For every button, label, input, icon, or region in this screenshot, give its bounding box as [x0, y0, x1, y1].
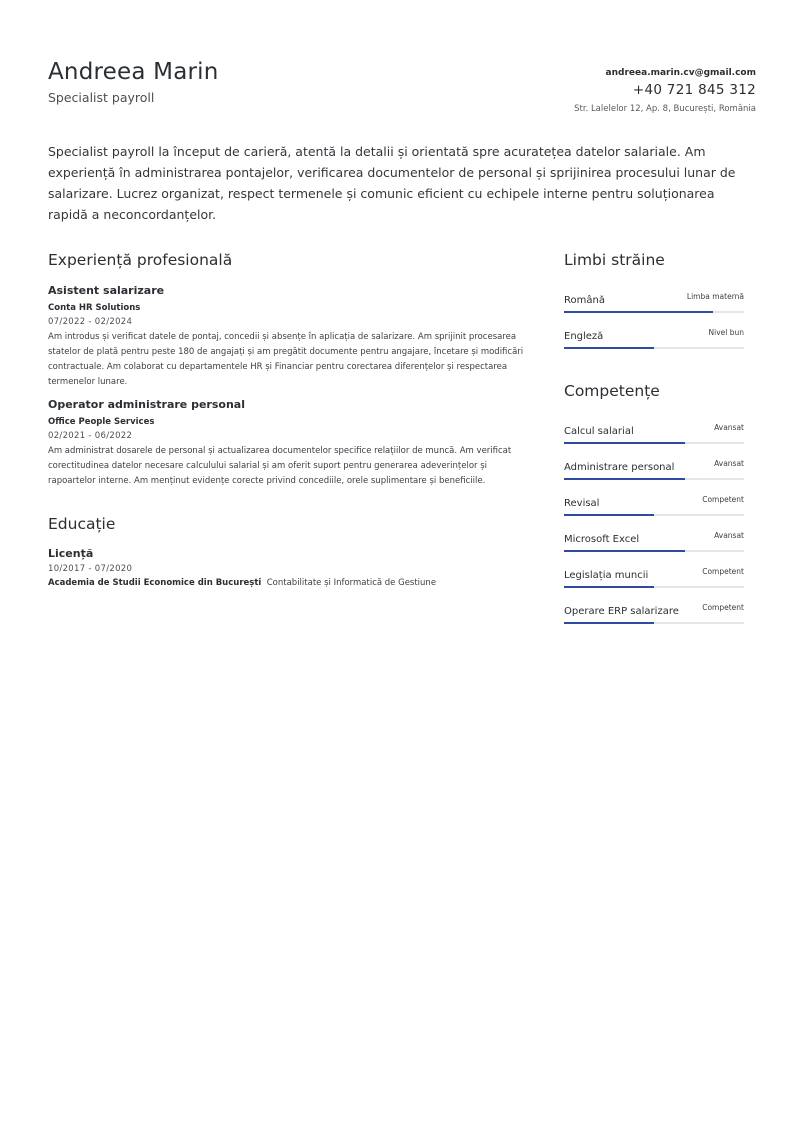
- job-dates: 02/2021 - 06/2022: [48, 431, 133, 441]
- resume-header: [48, 0, 756, 130]
- languages-list: [564, 278, 744, 350]
- education-degree: Licență: [48, 547, 94, 560]
- skill-name: Operare ERP salarizare: [564, 606, 679, 617]
- level-bar-track: [564, 311, 744, 313]
- experience-section: [48, 248, 526, 489]
- skill-level: Competent: [702, 495, 744, 504]
- skills-list: [564, 409, 744, 625]
- skill-name: Engleză: [564, 331, 604, 342]
- level-bar-fill: [564, 622, 654, 624]
- contact-info: [574, 66, 756, 116]
- languages-section: [564, 248, 744, 350]
- level-bar-track: [564, 586, 744, 588]
- level-bar-fill: [564, 478, 685, 480]
- skill-name: Legislația muncii: [564, 570, 649, 581]
- contact-address: Str. Lalelelor 12, Ap. 8, București, România: [574, 104, 756, 114]
- skills-heading: Competențe: [564, 382, 660, 400]
- job-dates: 07/2022 - 02/2024: [48, 317, 133, 327]
- education-item: [48, 546, 526, 590]
- level-bar-track: [564, 622, 744, 624]
- skills-section: [564, 379, 744, 625]
- skill-level: Limba maternă: [686, 292, 744, 301]
- job-company: Office People Services: [48, 417, 155, 427]
- job-description: Am administrat dosarele de personal și actualizarea documentelor specifice relațiilor de muncă. Am verificat corectitudinea datelor necesare calculului salarial și am oferit suport pentru generarea adeverințelor și rapoartelor interne. Am menținut evidențe corecte privind concediile, orele suplimentare și beneficiile.: [48, 446, 512, 486]
- skill-item: [564, 517, 744, 553]
- skill-item: [564, 589, 744, 625]
- skill-item: [564, 445, 744, 481]
- education-heading: Educație: [48, 515, 116, 533]
- skill-level: Competent: [702, 603, 744, 612]
- level-bar-track: [564, 347, 744, 349]
- level-bar-fill: [564, 514, 654, 516]
- skill-level: Avansat: [714, 459, 744, 468]
- language-item: [564, 278, 744, 314]
- experience-item: [48, 283, 526, 390]
- contact-phone: +40 721 845 312: [632, 82, 756, 98]
- skill-level: Avansat: [714, 531, 744, 540]
- skill-name: Revisal: [564, 498, 600, 509]
- skill-item: [564, 409, 744, 445]
- skill-item: [564, 553, 744, 589]
- job-company: Conta HR Solutions: [48, 303, 141, 313]
- languages-heading: Limbi străine: [564, 251, 665, 269]
- level-bar-fill: [564, 311, 713, 313]
- level-bar-track: [564, 514, 744, 516]
- sidebar-column: [564, 248, 744, 625]
- level-bar-fill: [564, 442, 685, 444]
- main-column: [48, 248, 526, 590]
- level-bar-track: [564, 550, 744, 552]
- skill-level: Nivel bun: [708, 328, 744, 337]
- level-bar-fill: [564, 550, 685, 552]
- job-title: Operator administrare personal: [48, 398, 245, 411]
- job-description: Am introdus și verificat datele de pontaj, concedii și absențe în aplicația de salarizare. Am sprijinit procesarea statelor de plată pentru peste 180 de angajați și am pregătit documente pentru angajare, încetare și modificări contractuale. Am colaborat cu departamentele HR și Financiar pentru corectarea diferențelor și respectarea termenelor lunare.: [48, 332, 524, 387]
- job-title: Asistent salarizare: [48, 284, 165, 297]
- resume-page: [48, 0, 756, 617]
- skill-name: Administrare personal: [564, 462, 675, 473]
- candidate-name: Andreea Marin: [48, 59, 219, 85]
- level-bar-fill: [564, 347, 654, 349]
- skill-name: Calcul salarial: [564, 426, 634, 437]
- skill-level: Avansat: [714, 423, 744, 432]
- education-dates: 10/2017 - 07/2020: [48, 564, 133, 574]
- experience-heading: Experiență profesională: [48, 251, 233, 269]
- skill-item: [564, 481, 744, 517]
- language-item: [564, 314, 744, 350]
- level-bar-track: [564, 478, 744, 480]
- education-section: [48, 512, 526, 590]
- education-institution: Academia de Studii Economice din București: [48, 578, 262, 588]
- experience-item: [48, 397, 526, 489]
- skill-name: Română: [564, 295, 605, 306]
- skill-level: Competent: [702, 567, 744, 576]
- profile-summary: Specialist payroll la început de carieră, atentă la detalii și orientată spre acuratețea datelor salariale. Am experiență în administrarea pontajelor, verificarea documentelor de personal și sprijinirea procesului lunar de salarizare. Lucrez organizat, respect termenele și comunic eficient cu echipele interne pentru soluționarea rapidă a neconcordanțelor.: [48, 144, 736, 222]
- contact-email: andreea.marin.cv@gmail.com: [605, 68, 756, 78]
- candidate-title: Specialist payroll: [48, 90, 155, 105]
- education-field: Contabilitate și Informatică de Gestiune: [266, 578, 437, 588]
- level-bar-track: [564, 442, 744, 444]
- level-bar-fill: [564, 586, 654, 588]
- skill-name: Microsoft Excel: [564, 534, 640, 545]
- education-institution-line: [48, 576, 526, 590]
